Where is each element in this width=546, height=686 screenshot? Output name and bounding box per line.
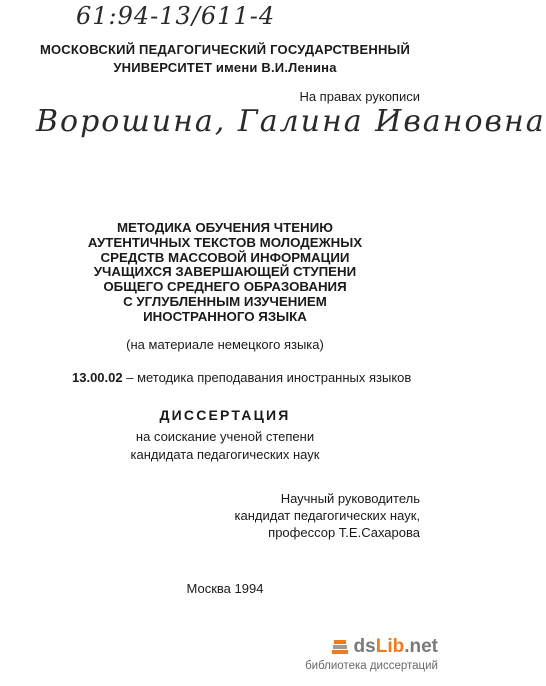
rights-note: На правах рукописи — [299, 89, 420, 104]
dissertation-title — [0, 221, 450, 325]
specialty-code: 13.00.02 — [72, 370, 123, 385]
logo-part-net: .net — [404, 636, 438, 657]
supervisor-line-1: Научный руководитель — [280, 491, 420, 506]
title-line: С УГЛУБЛЕННЫМ ИЗУЧЕНИЕМ — [123, 293, 327, 309]
city-year: Москва 1994 — [186, 581, 264, 596]
subtitle: (на материале немецкого языка) — [126, 337, 324, 352]
dslib-watermark[interactable] — [305, 636, 438, 672]
title-line: ИНОСТРАННОГО ЯЗЫКА — [143, 308, 307, 324]
degree-line-2: кандидата педагогических наук — [130, 447, 320, 462]
logo-part-ds: ds — [353, 636, 376, 657]
document-type: ДИССЕРТАЦИЯ — [159, 407, 291, 423]
degree-line-1: на соискание ученой степени — [135, 429, 315, 444]
title-line: СРЕДСТВ МАССОВОЙ ИНФОРМАЦИИ — [100, 249, 350, 265]
supervisor-block — [235, 490, 420, 541]
specialty — [72, 370, 411, 385]
university-line-1: МОСКОВСКИЙ ПЕДАГОГИЧЕСКИЙ ГОСУДАРСТВЕННЫЙ — [39, 42, 411, 57]
archive-code: 61:94-13/611-4 — [76, 2, 276, 30]
title-line: УЧАЩИХСЯ ЗАВЕРШАЮЩЕЙ СТУПЕНИ — [93, 264, 357, 280]
specialty-name: – методика преподавания иностранных языков — [122, 370, 412, 385]
degree-info — [0, 428, 450, 464]
supervisor-line-2: кандидат педагогических наук, — [234, 508, 420, 523]
book-stack-icon — [330, 637, 350, 657]
logo-part-lib: Lib — [375, 636, 405, 657]
university-header — [0, 41, 450, 77]
dslib-tagline: библиотека диссертаций — [305, 660, 438, 672]
author-signature: Ворошина, Галина Ивановна — [36, 104, 546, 139]
supervisor-line-3: профессор Т.Е.Сахарова — [268, 525, 420, 540]
university-line-2: УНИВЕРСИТЕТ имени В.И.Ленина — [113, 60, 337, 75]
title-line: АУТЕНТИЧНЫХ ТЕКСТОВ МОЛОДЕЖНЫХ — [87, 234, 363, 250]
title-line: МЕТОДИКА ОБУЧЕНИЯ ЧТЕНИЮ — [116, 220, 334, 235]
dslib-logo[interactable] — [305, 636, 438, 658]
title-line: ОБЩЕГО СРЕДНЕГО ОБРАЗОВАНИЯ — [103, 279, 347, 295]
